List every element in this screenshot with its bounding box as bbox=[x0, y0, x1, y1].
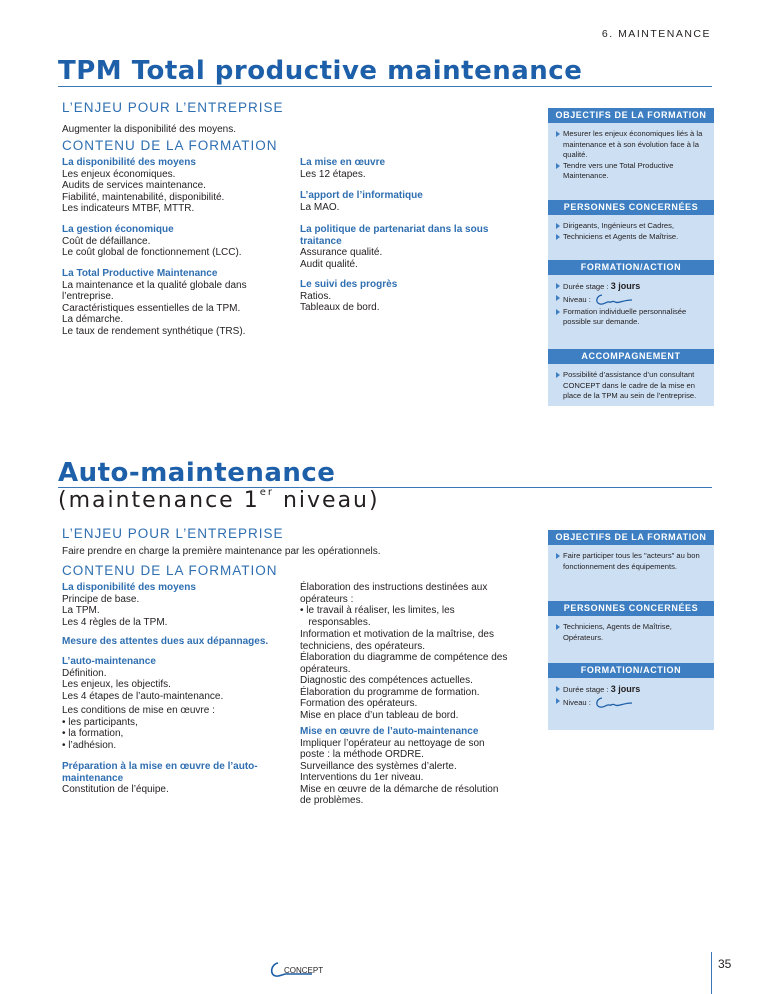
block-line: La démarche. bbox=[62, 314, 124, 325]
auto-block-preparation bbox=[62, 761, 282, 796]
block-line: Les indicateurs MTBF, MTTR. bbox=[62, 203, 195, 214]
block-title: La mise en œuvre bbox=[300, 157, 386, 168]
niveau-label: Niveau : bbox=[563, 697, 591, 707]
tpm-block-mise-en-oeuvre bbox=[300, 157, 520, 180]
block-line: Formation des opérateurs. bbox=[300, 698, 418, 709]
sidebar-item: Tendre vers une Total Productive Maintenance. bbox=[556, 161, 706, 182]
sidebar-heading-formation: FORMATION/ACTION bbox=[548, 663, 714, 678]
block-line: Mise en œuvre de la démarche de résolution bbox=[300, 783, 499, 795]
block-line: Coût de défaillance. bbox=[62, 235, 151, 247]
block-line: de problèmes. bbox=[300, 795, 364, 806]
tpm-sidebar bbox=[548, 108, 714, 406]
auto-sidebar bbox=[548, 530, 714, 730]
tpm-block-informatique bbox=[300, 190, 520, 213]
block-line: • les participants, bbox=[62, 716, 138, 728]
block-line: Fiabilité, maintenabilité, disponibilité. bbox=[62, 191, 225, 203]
block-line: techniciens, des opérateurs. bbox=[300, 640, 426, 652]
block-line: Audits de services maintenance. bbox=[62, 180, 206, 191]
auto-title: Auto-maintenance bbox=[58, 458, 336, 488]
block-title: Le suivi des progrès bbox=[300, 279, 398, 290]
block-title: La disponibilité des moyens bbox=[62, 157, 196, 168]
level-signature-icon bbox=[593, 293, 633, 307]
duree-label: Durée stage : bbox=[563, 685, 609, 694]
block-line: • le travail à réaliser, les limites, les bbox=[300, 605, 455, 616]
logo-text: CONCEPT bbox=[284, 966, 324, 975]
sidebar-item: Mesurer les enjeux économiques liés à la maintenance et à son évolution face à la qualité. bbox=[556, 129, 706, 161]
block-line: responsables. bbox=[300, 616, 371, 628]
block-line: Mise en place d’un tableau de bord. bbox=[300, 709, 459, 721]
block-line: opérateurs. bbox=[300, 663, 351, 675]
block-line: La MAO. bbox=[300, 201, 340, 213]
block-line: • l’adhésion. bbox=[62, 739, 117, 751]
tpm-block-partenariat bbox=[300, 224, 520, 270]
block-title: Mise en œuvre de l’auto-maintenance bbox=[300, 726, 479, 737]
block-line: Caractéristiques essentielles de la TPM. bbox=[62, 302, 241, 314]
block-line: Assurance qualité. bbox=[300, 247, 383, 258]
block-line: La maintenance et la qualité globale dans bbox=[62, 279, 247, 291]
sidebar-item: Techniciens et Agents de Maîtrise. bbox=[556, 232, 706, 243]
block-line: Le coût global de fonctionnement (LCC). bbox=[62, 247, 242, 258]
block-line: Les enjeux économiques. bbox=[62, 168, 176, 180]
duree-value: 3 jours bbox=[610, 281, 641, 291]
sidebar-item-duree bbox=[556, 281, 706, 293]
tpm-block-disponibilite bbox=[62, 157, 282, 215]
niveau-label: Niveau : bbox=[563, 294, 591, 304]
subtitle-text: (maintenance 1 bbox=[58, 488, 260, 513]
block-line: Élaboration du diagramme de compétence des bbox=[300, 652, 508, 663]
auto-block-information bbox=[300, 629, 525, 721]
auto-enjeu-text: Faire prendre en charge la première maintenance par les opérationnels. bbox=[62, 546, 381, 557]
auto-block-disponibilite bbox=[62, 582, 282, 628]
block-line: Élaboration des instructions destinées aux bbox=[300, 582, 488, 593]
block-title: L’auto-maintenance bbox=[62, 656, 156, 667]
sidebar-heading-personnes: PERSONNES CONCERNÉES bbox=[548, 200, 714, 215]
sidebar-heading-formation: FORMATION/ACTION bbox=[548, 260, 714, 275]
block-line: opérateurs : bbox=[300, 593, 354, 605]
block-line: Les enjeux, les objectifs. bbox=[62, 679, 171, 690]
tpm-contenu-heading: CONTENU DE LA FORMATION bbox=[62, 138, 278, 153]
block-line: Interventions du 1er niveau. bbox=[300, 772, 424, 783]
duree-value: 3 jours bbox=[610, 684, 641, 694]
sidebar-item: Formation individuelle personnalisée possible sur demande. bbox=[556, 307, 706, 328]
sidebar-item-niveau bbox=[556, 293, 706, 307]
block-title-cont: traitance bbox=[300, 235, 342, 247]
level-signature-icon bbox=[593, 696, 633, 710]
block-line: Ratios. bbox=[300, 290, 332, 302]
tpm-title: TPM Total productive maintenance bbox=[58, 56, 583, 86]
sidebar-heading-accompagnement: ACCOMPAGNEMENT bbox=[548, 349, 714, 364]
block-line: La TPM. bbox=[62, 605, 100, 616]
auto-block-instructions bbox=[300, 582, 525, 628]
page-number: 35 bbox=[718, 957, 732, 971]
tpm-enjeu-text: Augmenter la disponibilité des moyens. bbox=[62, 124, 236, 135]
auto-block-mise-en-oeuvre bbox=[300, 726, 525, 807]
page-number-rule bbox=[711, 952, 712, 994]
block-title: La Total Productive Maintenance bbox=[62, 268, 218, 279]
subtitle-text: niveau) bbox=[282, 488, 380, 513]
tpm-enjeu-heading: L’ENJEU POUR L’ENTREPRISE bbox=[62, 100, 284, 115]
block-title: La disponibilité des moyens bbox=[62, 582, 196, 593]
concept-logo-mark-icon bbox=[268, 960, 328, 980]
block-title: L’apport de l’informatique bbox=[300, 190, 423, 201]
block-line: Tableaux de bord. bbox=[300, 302, 380, 313]
sidebar-heading-personnes: PERSONNES CONCERNÉES bbox=[548, 601, 714, 616]
block-line: Le taux de rendement synthétique (TRS). bbox=[62, 325, 246, 337]
duree-label: Durée stage : bbox=[563, 282, 609, 291]
auto-contenu-heading: CONTENU DE LA FORMATION bbox=[62, 563, 278, 578]
block-line: Les 4 règles de la TPM. bbox=[62, 616, 168, 628]
block-title-cont: maintenance bbox=[62, 772, 124, 784]
sidebar-item-niveau bbox=[556, 696, 706, 710]
tpm-block-suivi bbox=[300, 279, 520, 314]
block-line: Définition. bbox=[62, 667, 107, 679]
auto-enjeu-heading: L’ENJEU POUR L’ENTREPRISE bbox=[62, 526, 284, 541]
block-line: Les 12 étapes. bbox=[300, 168, 366, 180]
block-line: Impliquer l’opérateur au nettoyage de son bbox=[300, 737, 485, 749]
sidebar-item: Possibilité d’assistance d’un consultant CONCEPT dans le cadre de la mise en place de la TPM au sein de l’entreprise. bbox=[556, 370, 706, 402]
tpm-block-total-productive bbox=[62, 268, 282, 337]
subtitle-sup: er bbox=[259, 487, 274, 498]
block-line: Diagnostic des compétences actuelles. bbox=[300, 675, 473, 686]
sidebar-heading-objectifs: OBJECTIFS DE LA FORMATION bbox=[548, 530, 714, 545]
block-line: Constitution de l’équipe. bbox=[62, 784, 169, 795]
concept-logo bbox=[268, 960, 328, 985]
block-line: Information et motivation de la maîtrise, des bbox=[300, 629, 494, 640]
auto-subtitle bbox=[58, 487, 380, 513]
block-line: l’entreprise. bbox=[62, 291, 114, 302]
block-line: poste : la méthode ORDRE. bbox=[300, 749, 424, 760]
block-line: • la formation, bbox=[62, 728, 124, 739]
tpm-block-gestion bbox=[62, 224, 282, 259]
block-title: La politique de partenariat dans la sous bbox=[300, 224, 489, 235]
title-rule bbox=[58, 86, 712, 87]
sidebar-heading-objectifs: OBJECTIFS DE LA FORMATION bbox=[548, 108, 714, 123]
block-line: Audit qualité. bbox=[300, 258, 358, 270]
block-title: Mesure des attentes dues aux dépannages. bbox=[62, 636, 269, 647]
block-line: Élaboration du programme de formation. bbox=[300, 686, 480, 698]
sidebar-item-duree bbox=[556, 684, 706, 696]
block-line: Principe de base. bbox=[62, 593, 140, 605]
running-header: 6. MAINTENANCE bbox=[601, 28, 711, 40]
auto-block-attentes bbox=[62, 636, 292, 648]
sidebar-item: Faire participer tous les "acteurs" au bon fonctionnement des équipements. bbox=[556, 551, 706, 572]
sidebar-item: Techniciens, Agents de Maîtrise, Opérateurs. bbox=[556, 622, 706, 643]
auto-block-conditions bbox=[62, 705, 282, 751]
sidebar-item: Dirigeants, Ingénieurs et Cadres, bbox=[556, 221, 706, 232]
block-line: Surveillance des systèmes d’alerte. bbox=[300, 760, 457, 772]
block-title: La gestion économique bbox=[62, 224, 174, 235]
block-line: Les 4 étapes de l’auto-maintenance. bbox=[62, 690, 224, 702]
block-title: Préparation à la mise en œuvre de l’auto- bbox=[62, 761, 258, 772]
block-line: Les conditions de mise en œuvre : bbox=[62, 705, 215, 716]
auto-block-auto-maintenance bbox=[62, 656, 282, 702]
